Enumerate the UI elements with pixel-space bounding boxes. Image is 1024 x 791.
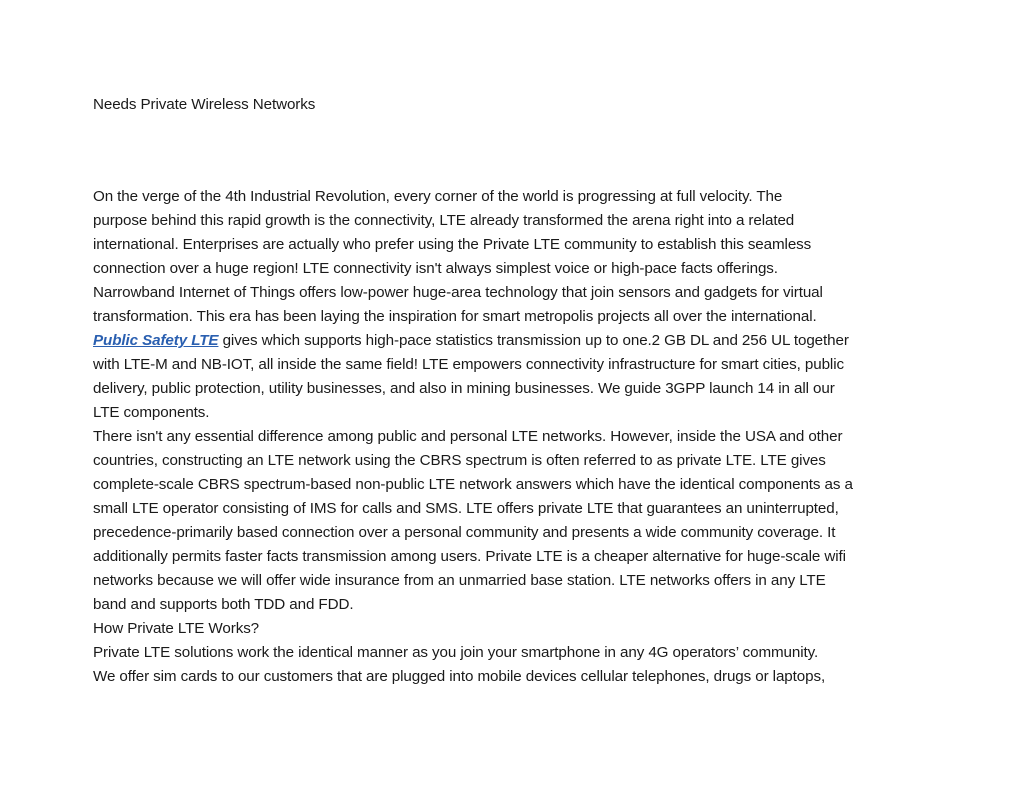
paragraph-line: networks because we will offer wide insurance from an unmarried base station. LTE networks offers in any LTE	[93, 572, 826, 589]
paragraph-line: complete-scale CBRS spectrum-based non-public LTE network answers which have the identical components as a	[93, 476, 853, 493]
paragraph-line: band and supports both TDD and FDD.	[93, 596, 354, 613]
paragraph-line: On the verge of the 4th Industrial Revolution, every corner of the world is progressing at full velocity. The	[93, 188, 783, 205]
paragraph-line: LTE components.	[93, 404, 210, 421]
paragraph-line: Narrowband Internet of Things offers low-power huge-area technology that join sensors and gadgets for virtual	[93, 284, 823, 301]
paragraph-line: with LTE-M and NB-IOT, all inside the same field! LTE empowers connectivity infrastructure for smart cities, public	[93, 356, 844, 373]
paragraph-line: countries, constructing an LTE network using the CBRS spectrum is often referred to as private LTE. LTE gives	[93, 452, 826, 469]
paragraph-line: purpose behind this rapid growth is the connectivity, LTE already transformed the arena right into a related	[93, 212, 795, 229]
paragraph-line: There isn't any essential difference among public and personal LTE networks. However, inside the USA and other	[93, 428, 843, 445]
paragraph-line-with-link	[93, 331, 849, 351]
public-safety-lte-link[interactable]: Public Safety LTE	[93, 332, 219, 349]
section-heading: How Private LTE Works?	[93, 620, 260, 637]
paragraph-line: additionally permits faster facts transmission among users. Private LTE is a cheaper alternative for huge-scale wifi	[93, 548, 846, 565]
paragraph-line-text: gives which supports high-pace statistics transmission up to one.2 GB DL and 256 UL together	[218, 332, 849, 349]
paragraph-line: We offer sim cards to our customers that are plugged into mobile devices cellular telephones, drugs or laptops,	[93, 668, 826, 685]
paragraph-line: small LTE operator consisting of IMS for calls and SMS. LTE offers private LTE that guarantees an uninterrupted,	[93, 500, 839, 517]
paragraph-line: Private LTE solutions work the identical manner as you join your smartphone in any 4G operators’ community.	[93, 644, 819, 661]
document-title: Needs Private Wireless Networks	[93, 96, 316, 113]
paragraph-line: precedence-primarily based connection over a personal community and presents a wide community coverage. It	[93, 524, 836, 541]
paragraph-line: transformation. This era has been laying the inspiration for smart metropolis projects all over the international.	[93, 308, 817, 325]
paragraph-line: international. Enterprises are actually who prefer using the Private LTE community to establish this seamless	[93, 236, 812, 253]
paragraph-line: connection over a huge region! LTE connectivity isn't always simplest voice or high-pace facts offerings.	[93, 260, 778, 277]
paragraph-line: delivery, public protection, utility businesses, and also in mining businesses. We guide 3GPP launch 14 in all our	[93, 380, 835, 397]
